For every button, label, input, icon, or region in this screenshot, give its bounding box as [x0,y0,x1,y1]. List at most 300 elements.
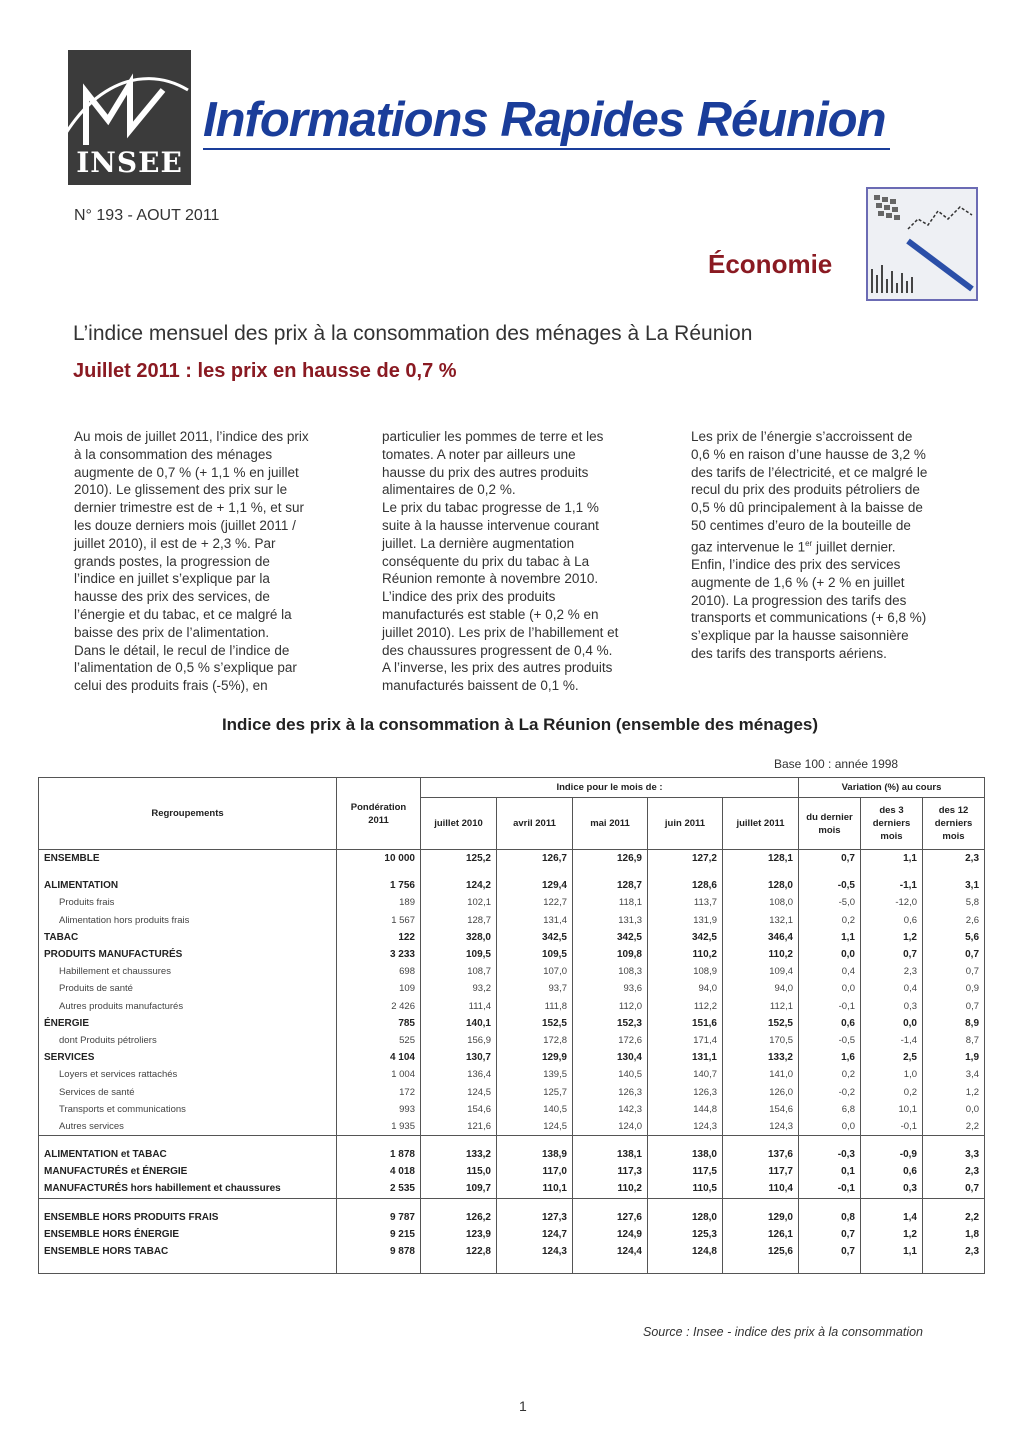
spacer-cell [39,867,337,877]
variation-value: 2,5 [861,1049,923,1066]
variation-value: 1,4 [861,1209,923,1226]
index-value: 125,3 [648,1226,723,1243]
table-base-note: Base 100 : année 1998 [774,757,899,771]
variation-value: -0,1 [799,1180,861,1198]
index-value: 131,4 [497,912,573,929]
index-value: 124,7 [497,1226,573,1243]
variation-value: 2,2 [923,1209,985,1226]
variation-value: 3,3 [923,1146,985,1163]
index-value: 131,3 [573,912,648,929]
index-value: 122,8 [421,1243,497,1260]
spacer-cell [723,867,799,877]
index-value: 133,2 [723,1049,799,1066]
index-value: 94,0 [648,980,723,997]
row-weight: 1 756 [337,877,421,894]
table-body [39,850,985,1274]
row-weight: 2 426 [337,998,421,1015]
table-spacer-row [39,1198,985,1209]
variation-value: 1,1 [861,850,923,868]
index-value: 124,4 [573,1243,648,1260]
spacer-cell [421,1198,497,1209]
spacer-cell [497,1198,573,1209]
index-value: 172,6 [573,1032,648,1049]
table-row [39,1243,985,1260]
variation-value: 2,3 [861,963,923,980]
header-month: juillet 2011 [723,798,799,850]
issue-number: N° 193 - AOUT 2011 [74,207,220,224]
index-value: 141,0 [723,1066,799,1083]
table-row [39,1226,985,1243]
index-value: 342,5 [573,929,648,946]
spacer-cell [497,1136,573,1147]
index-value: 151,6 [648,1015,723,1032]
variation-value: -0,3 [799,1146,861,1163]
spacer-cell [648,1136,723,1147]
variation-value: 1,9 [923,1049,985,1066]
index-value: 342,5 [497,929,573,946]
variation-value: -1,1 [861,877,923,894]
index-value: 125,6 [723,1243,799,1260]
table-spacer-row [39,1136,985,1147]
index-value: 144,8 [648,1101,723,1118]
variation-value: 0,4 [799,963,861,980]
index-value: 154,6 [723,1101,799,1118]
variation-value: 5,8 [923,894,985,911]
spacer-cell [923,1136,985,1147]
index-value: 109,5 [497,946,573,963]
table-row [39,1032,985,1049]
index-value: 108,3 [573,963,648,980]
index-value: 124,5 [421,1083,497,1100]
index-value: 128,1 [723,850,799,868]
page-number: 1 [519,1398,527,1414]
index-value: 111,8 [497,998,573,1015]
variation-value: 3,1 [923,877,985,894]
index-value: 108,7 [421,963,497,980]
header-var-group: Variation (%) au cours [799,778,985,798]
index-value: 125,7 [497,1083,573,1100]
row-weight: 189 [337,894,421,911]
spacer-cell [421,1260,497,1274]
index-value: 110,4 [723,1180,799,1198]
row-label: TABAC [39,929,337,946]
index-value: 126,7 [497,850,573,868]
article-column-3-part-2: juillet dernier. Enfin, l’indice des prix des services augmente de 1,6 % (+ 2 % en juillet 2010). La progression des tarifs des transports et communications (+ 6,8 %) s’explique par la hausse saisonnière des tarifs des transports aériens. [691,539,927,662]
index-value: 140,7 [648,1066,723,1083]
index-value: 124,9 [573,1226,648,1243]
spacer-cell [573,1198,648,1209]
index-value: 346,4 [723,929,799,946]
variation-value: 1,1 [799,929,861,946]
variation-value: 0,8 [799,1209,861,1226]
table-row [39,1066,985,1083]
index-value: 136,4 [421,1066,497,1083]
row-label: ENSEMBLE HORS ÉNERGIE [39,1226,337,1243]
index-value: 128,7 [573,877,648,894]
index-value: 93,6 [573,980,648,997]
table-row [39,946,985,963]
index-value: 140,5 [497,1101,573,1118]
spacer-cell [861,1198,923,1209]
table-row [39,1083,985,1100]
index-value: 129,9 [497,1049,573,1066]
index-value: 110,1 [497,1180,573,1198]
index-value: 111,4 [421,998,497,1015]
table-row [39,894,985,911]
row-label: dont Produits pétroliers [39,1032,337,1049]
section-label: Économie [708,249,833,279]
index-value: 130,7 [421,1049,497,1066]
logo-text: INSEE [76,146,183,179]
row-label: ÉNERGIE [39,1015,337,1032]
spacer-cell [923,1198,985,1209]
table-row [39,1049,985,1066]
table-title: Indice des prix à la consommation à La Réunion (ensemble des ménages) [221,715,819,734]
spacer-cell [337,1136,421,1147]
index-value: 129,0 [723,1209,799,1226]
variation-value: 1,6 [799,1049,861,1066]
row-label: ENSEMBLE HORS TABAC [39,1243,337,1260]
table-row [39,912,985,929]
index-value: 126,1 [723,1226,799,1243]
header-var: du dernier mois [799,798,861,850]
variation-value: 0,4 [861,980,923,997]
index-value: 126,3 [573,1083,648,1100]
row-label: MANUFACTURÉS hors habillement et chaussures [39,1180,337,1198]
variation-value: -0,5 [799,1032,861,1049]
variation-value: 10,1 [861,1101,923,1118]
index-value: 139,5 [497,1066,573,1083]
table-row [39,877,985,894]
variation-value: 3,4 [923,1066,985,1083]
spacer-cell [39,1260,337,1274]
row-weight: 109 [337,980,421,997]
index-value: 112,1 [723,998,799,1015]
index-value: 132,1 [723,912,799,929]
index-value: 342,5 [648,929,723,946]
header-var: des 3 derniers mois [861,798,923,850]
index-value: 126,0 [723,1083,799,1100]
row-weight: 9 878 [337,1243,421,1260]
variation-value: 0,0 [923,1101,985,1118]
variation-value: 2,3 [923,1163,985,1180]
spacer-cell [421,867,497,877]
table-bottom-row [39,1260,985,1274]
variation-value: 0,6 [799,1015,861,1032]
index-value: 140,1 [421,1015,497,1032]
row-weight: 525 [337,1032,421,1049]
header-month: mai 2011 [573,798,648,850]
index-value: 110,2 [723,946,799,963]
index-value: 102,1 [421,894,497,911]
row-label: ALIMENTATION [39,877,337,894]
index-value: 131,1 [648,1049,723,1066]
index-value: 124,8 [648,1243,723,1260]
economy-photo [866,187,978,301]
spacer-cell [723,1198,799,1209]
variation-value: 1,1 [861,1243,923,1260]
variation-value: 1,0 [861,1066,923,1083]
row-weight: 785 [337,1015,421,1032]
variation-value: 0,7 [861,946,923,963]
variation-value: 1,2 [923,1083,985,1100]
table-spacer-row [39,867,985,877]
index-value: 126,2 [421,1209,497,1226]
variation-value: 0,0 [799,980,861,997]
index-value: 156,9 [421,1032,497,1049]
variation-value: 0,0 [861,1015,923,1032]
header-month: juin 2011 [648,798,723,850]
index-value: 140,5 [573,1066,648,1083]
index-value: 113,7 [648,894,723,911]
variation-value: 2,3 [923,1243,985,1260]
variation-value: 0,7 [923,963,985,980]
variation-value: -0,1 [799,998,861,1015]
index-value: 130,4 [573,1049,648,1066]
spacer-cell [648,1260,723,1274]
variation-value: 0,1 [799,1163,861,1180]
index-value: 94,0 [723,980,799,997]
index-value: 123,9 [421,1226,497,1243]
variation-value: -0,9 [861,1146,923,1163]
price-index-table [38,777,985,1274]
row-label: Autres produits manufacturés [39,998,337,1015]
spacer-cell [648,1198,723,1209]
index-value: 128,6 [648,877,723,894]
row-weight: 698 [337,963,421,980]
variation-value: 0,3 [861,1180,923,1198]
row-label: Transports et communications [39,1101,337,1118]
index-value: 133,2 [421,1146,497,1163]
index-value: 172,8 [497,1032,573,1049]
header-month: avril 2011 [497,798,573,850]
index-value: 117,7 [723,1163,799,1180]
index-value: 117,0 [497,1163,573,1180]
index-value: 129,4 [497,877,573,894]
row-label: ALIMENTATION et TABAC [39,1146,337,1163]
spacer-cell [337,867,421,877]
row-label: Services de santé [39,1083,337,1100]
index-value: 128,7 [421,912,497,929]
variation-value: 0,0 [799,1118,861,1136]
header-var: des 12 derniers mois [923,798,985,850]
variation-value: 1,2 [861,1226,923,1243]
index-value: 154,6 [421,1101,497,1118]
spacer-cell [799,1260,861,1274]
row-weight: 122 [337,929,421,946]
spacer-cell [39,1198,337,1209]
variation-value: 0,7 [923,998,985,1015]
index-value: 117,3 [573,1163,648,1180]
row-weight: 1 004 [337,1066,421,1083]
index-value: 108,0 [723,894,799,911]
index-value: 108,9 [648,963,723,980]
index-value: 124,3 [648,1118,723,1136]
header-group: Regroupements [39,778,337,850]
spacer-cell [337,1198,421,1209]
row-weight: 10 000 [337,850,421,868]
index-value: 117,5 [648,1163,723,1180]
superscript-er: er [805,538,813,548]
variation-value: 0,0 [799,946,861,963]
index-value: 93,2 [421,980,497,997]
index-value: 124,2 [421,877,497,894]
variation-value: 5,6 [923,929,985,946]
index-value: 138,0 [648,1146,723,1163]
table-row [39,850,985,868]
index-value: 122,7 [497,894,573,911]
spacer-cell [573,1260,648,1274]
variation-value: 0,9 [923,980,985,997]
row-weight: 4 104 [337,1049,421,1066]
index-value: 112,0 [573,998,648,1015]
publication-title: Informations Rapides Réunion [203,92,890,150]
row-label: PRODUITS MANUFACTURÉS [39,946,337,963]
index-value: 118,1 [573,894,648,911]
index-value: 328,0 [421,929,497,946]
table-row [39,998,985,1015]
index-value: 124,3 [497,1243,573,1260]
spacer-cell [648,867,723,877]
variation-value: -0,2 [799,1083,861,1100]
variation-value: 2,2 [923,1118,985,1136]
index-value: 112,2 [648,998,723,1015]
variation-value: 0,7 [799,1226,861,1243]
row-label: ENSEMBLE [39,850,337,868]
variation-value: -1,4 [861,1032,923,1049]
index-value: 152,3 [573,1015,648,1032]
row-label: SERVICES [39,1049,337,1066]
index-value: 110,2 [648,946,723,963]
header-month: juillet 2010 [421,798,497,850]
index-value: 110,2 [573,1180,648,1198]
variation-value: 0,2 [799,912,861,929]
spacer-cell [39,1136,337,1147]
spacer-cell [861,1260,923,1274]
table-row [39,1118,985,1136]
spacer-cell [923,1260,985,1274]
variation-value: 0,3 [861,998,923,1015]
index-value: 152,5 [497,1015,573,1032]
index-value: 170,5 [723,1032,799,1049]
spacer-cell [861,1136,923,1147]
index-value: 138,1 [573,1146,648,1163]
table-row [39,1015,985,1032]
row-label: MANUFACTURÉS et ÉNERGIE [39,1163,337,1180]
spacer-cell [497,1260,573,1274]
spacer-cell [421,1136,497,1147]
variation-value: 0,2 [799,1066,861,1083]
row-label: Produits de santé [39,980,337,997]
row-weight: 9 215 [337,1226,421,1243]
spacer-cell [337,1260,421,1274]
row-weight: 4 018 [337,1163,421,1180]
table-row [39,1209,985,1226]
row-weight: 993 [337,1101,421,1118]
index-value: 138,9 [497,1146,573,1163]
variation-value: 1,8 [923,1226,985,1243]
index-value: 142,3 [573,1101,648,1118]
table-source: Source : Insee - indice des prix à la consommation [643,1325,923,1339]
article-subtitle: L’indice mensuel des prix à la consommation des ménages à La Réunion [73,322,753,345]
spacer-cell [723,1260,799,1274]
table-row [39,1180,985,1198]
index-value: 127,3 [497,1209,573,1226]
index-value: 107,0 [497,963,573,980]
variation-value: 0,7 [799,850,861,868]
variation-value: 0,2 [861,1083,923,1100]
header-index-group: Indice pour le mois de : [421,778,799,798]
row-weight: 2 535 [337,1180,421,1198]
spacer-cell [723,1136,799,1147]
article-column-3-part-1: Les prix de l’énergie s’accroissent de 0,6 % en raison d’une hausse de 3,2 % des tarifs de l’électricité, et ce malgré le recul du prix des produits pétroliers de 0,5 % dû principalement à la baisse de 50 centimes d’euro de la bouteille de gaz intervenue le 1 [691,429,928,555]
index-value: 109,4 [723,963,799,980]
row-label: Produits frais [39,894,337,911]
index-value: 93,7 [497,980,573,997]
spacer-cell [861,867,923,877]
index-value: 124,0 [573,1118,648,1136]
header-weight: Pondération 2011 [337,778,421,850]
index-value: 131,9 [648,912,723,929]
index-value: 110,5 [648,1180,723,1198]
index-value: 127,2 [648,850,723,868]
row-label: Habillement et chaussures [39,963,337,980]
index-value: 124,3 [723,1118,799,1136]
index-value: 128,0 [648,1209,723,1226]
article-column-2: particulier les pommes de terre et les tomates. A noter par ailleurs une hausse du prix des autres produits alimentaires de 0,2 %. Le prix du tabac progresse de 1,1 % suite à la hausse intervenue courant juillet. La dernière augmentation conséquente du prix du tabac à La Réunion remonte à novembre 2010. L’indice des prix des produits manufacturés est stable (+ 0,2 % en juillet 2010). Les prix de l’habillement et des chaussures progressent de 0,4 %. A l’inverse, les prix des autres produits manufacturés baissent de 0,1 %. [382,429,619,694]
row-weight: 9 787 [337,1209,421,1226]
variation-value: 8,9 [923,1015,985,1032]
article-headline: Juillet 2011 : les prix en hausse de 0,7 % [73,360,457,382]
index-value: 171,4 [648,1032,723,1049]
row-label: Loyers et services rattachés [39,1066,337,1083]
index-value: 121,6 [421,1118,497,1136]
variation-value: 0,7 [923,1180,985,1198]
variation-value: 0,7 [923,946,985,963]
index-value: 126,9 [573,850,648,868]
variation-value: -12,0 [861,894,923,911]
table-row [39,963,985,980]
spacer-cell [799,867,861,877]
spacer-cell [799,1198,861,1209]
variation-value: 0,6 [861,912,923,929]
spacer-cell [573,1136,648,1147]
variation-value: -5,0 [799,894,861,911]
spacer-cell [799,1136,861,1147]
index-value: 124,5 [497,1118,573,1136]
index-value: 126,3 [648,1083,723,1100]
index-value: 128,0 [723,877,799,894]
index-value: 127,6 [573,1209,648,1226]
index-value: 109,7 [421,1180,497,1198]
table-row [39,1163,985,1180]
row-weight: 172 [337,1083,421,1100]
variation-value: 0,7 [799,1243,861,1260]
index-value: 125,2 [421,850,497,868]
row-weight: 1 567 [337,912,421,929]
row-weight: 1 935 [337,1118,421,1136]
row-label: Autres services [39,1118,337,1136]
variation-value: 1,2 [861,929,923,946]
calculator-pen-illustration-icon [868,189,976,299]
variation-value: 2,3 [923,850,985,868]
table-row [39,1101,985,1118]
spacer-cell [923,867,985,877]
row-weight: 3 233 [337,946,421,963]
variation-value: 8,7 [923,1032,985,1049]
variation-value: -0,1 [861,1118,923,1136]
index-value: 109,8 [573,946,648,963]
